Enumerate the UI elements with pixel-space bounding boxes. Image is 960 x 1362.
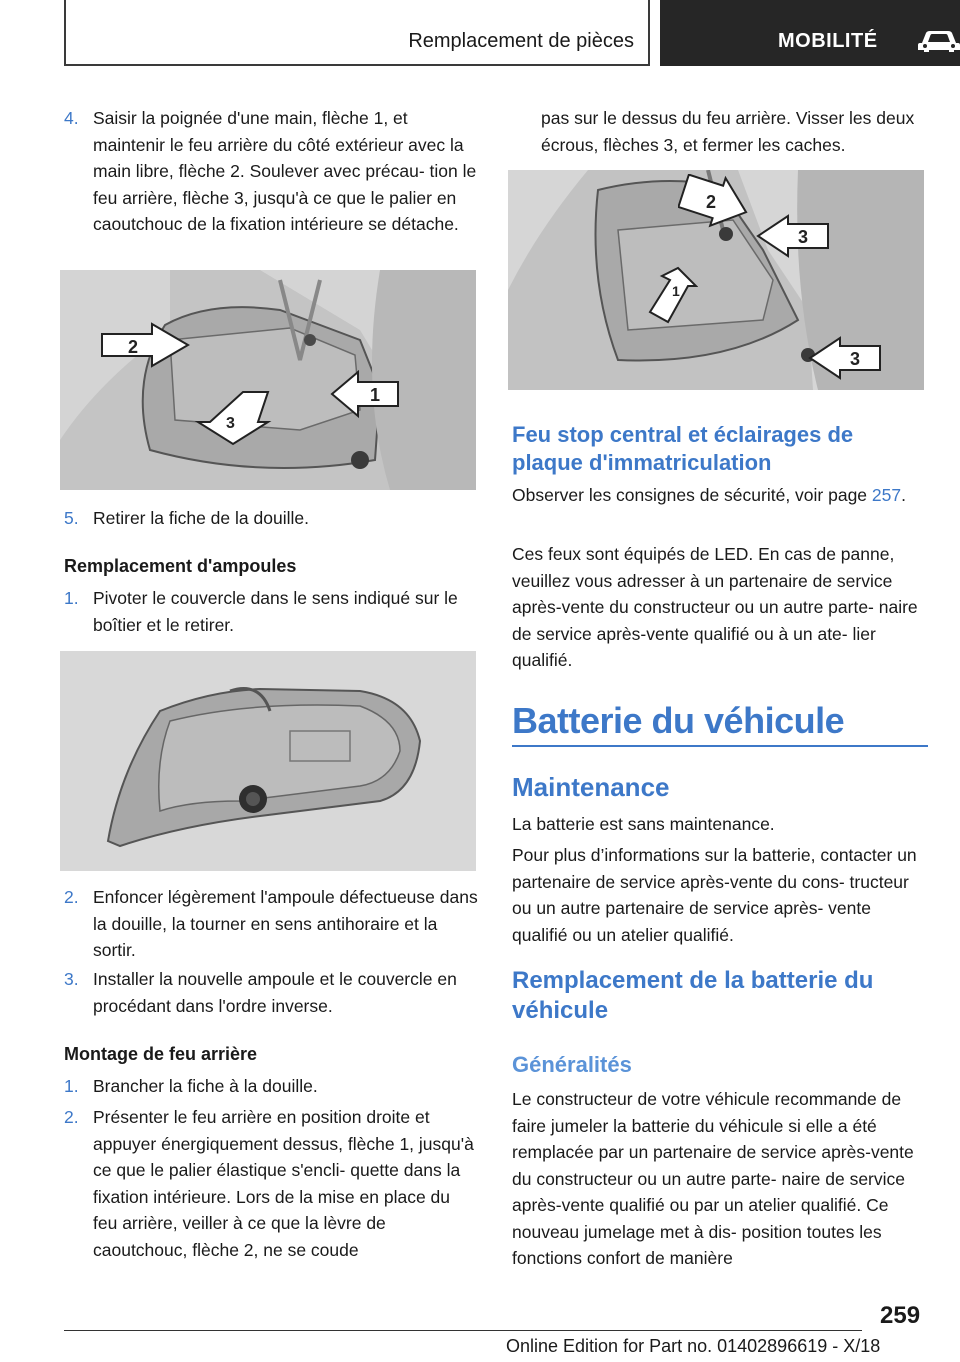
step-text: Enfoncer légèrement l'ampoule défectueuse dans la douille, la tourner en sens antihoraire et la sortir. [93,887,478,960]
arrow-label: 2 [706,192,717,212]
arrow-1 [638,266,698,326]
arrow-label: 3 [798,227,809,247]
subheading-ampoules: Remplacement d'ampoules [64,556,297,576]
heading-maintenance: Maintenance [512,772,670,802]
page-number: 259 [880,1302,921,1329]
step-number: 2. [64,1107,79,1127]
arrow-label: 1 [672,283,680,299]
step-number: 1. [64,1076,79,1096]
arrow-3 [188,388,278,446]
title-underline [512,745,928,747]
step-number: 1. [64,588,79,608]
figure-lamp-housing [60,651,476,871]
page-link[interactable]: 257 [871,485,902,505]
feu-stop-led-text: Ces feux sont équipés de LED. En cas de panne, veuillez vous adresser à un partenaire de service après-vente du constructeur ou un autre parte‐ naire de service après-vente qualifié ou à un ate‐ lier qualifié. [512,544,918,670]
lamp-housing-illustration [60,651,476,871]
arrow-3-top [756,214,830,258]
figure-tail-light-install [508,170,924,390]
generalites-text: Le constructeur de votre véhicule recommande de faire jumeler la batterie du véhicule si elle a été remplacée par un partenaire de service après-vente du constructeur ou un autre parte‐ naire de service après-vente qualifié ou par un atelier qualifié. Ce nouveau jumelage met à dis‐ position toutes les fonctions confort de manière [512,1089,914,1268]
footer-rule [64,1330,862,1331]
arrow-label: 2 [128,337,139,357]
step-number: 5. [64,508,79,528]
maintenance-text-1: La batterie est sans maintenance. [512,814,775,834]
header-chapter-tab[interactable] [660,0,960,66]
subheading-montage: Montage de feu arrière [64,1044,258,1064]
arrow-label: 1 [370,385,381,405]
heading-remplacement-batterie: Remplacement de la batterie du véhicule [512,967,874,1024]
tail-light-illustration [60,270,476,490]
arrow-1 [330,370,400,420]
feu-stop-safety-note [512,482,928,509]
step-number: 4. [64,108,79,128]
header-section-title: Remplacement de pièces [408,30,634,52]
arrow-label: 3 [850,349,861,369]
arrow-2 [678,174,752,228]
step-text: Saisir la poignée d'une main, flèche 1, et maintenir le feu arrière du côté extérieur avec la main libre, flèche 2. Soulever avec précau‐ tion le feu arrière, flèche 3, jusqu'à ce que le palier en caoutchouc de la fixation intérieure se détache. [93,108,477,234]
maintenance-text-2: Pour plus d’informations sur la batterie, contacter un partenaire de service après-vente du cons‐ tructeur ou un autre partenaire de service après- vente qualifié ou un atelier qualifié. [512,845,917,945]
header-chapter-label: MOBILITÉ [778,30,878,52]
step-text: Retirer la fiche de la douille. [93,508,309,528]
safety-note-end: . [901,485,906,505]
step-text: Brancher la fiche à la douille. [93,1076,318,1096]
header-section-box [64,0,650,66]
arrow-3-bottom [808,336,882,380]
step-text: Présenter le feu arrière en position droite et appuyer énergiquement dessus, flèche 1, jusqu'à ce que le palier élastique s'encli‐ quette dans la fixation intérieure. Lors de la mise en place du feu arrière, veiller à ce que la lèvre de caoutchouc, flèche 2, ne se coude [93,1107,474,1260]
arrow-label: 3 [226,415,235,432]
step-number: 2. [64,887,79,907]
section-title-batterie: Batterie du véhicule [512,700,845,741]
safety-note-text: Observer les consignes de sécurité, voir page [512,485,872,505]
heading-generalites: Généralités [512,1052,632,1077]
heading-feu-stop: Feu stop central et éclairages de plaque d'immatriculation [512,422,854,475]
step-text: Pivoter le couvercle dans le sens indiqué sur le boîtier et le retirer. [93,588,458,635]
footer-edition: Online Edition for Part no. 01402896619 - X/18 [506,1336,881,1356]
continuation-text: pas sur le dessus du feu arrière. Visser les deux écrous, flèches 3, et fermer les caches. [541,108,915,155]
figure-tail-light-removal [60,270,476,490]
step-text: Installer la nouvelle ampoule et le couvercle en procédant dans l'ordre inverse. [93,969,457,1016]
arrow-2 [100,322,192,368]
step-number: 3. [64,969,79,989]
car-icon [916,28,960,54]
